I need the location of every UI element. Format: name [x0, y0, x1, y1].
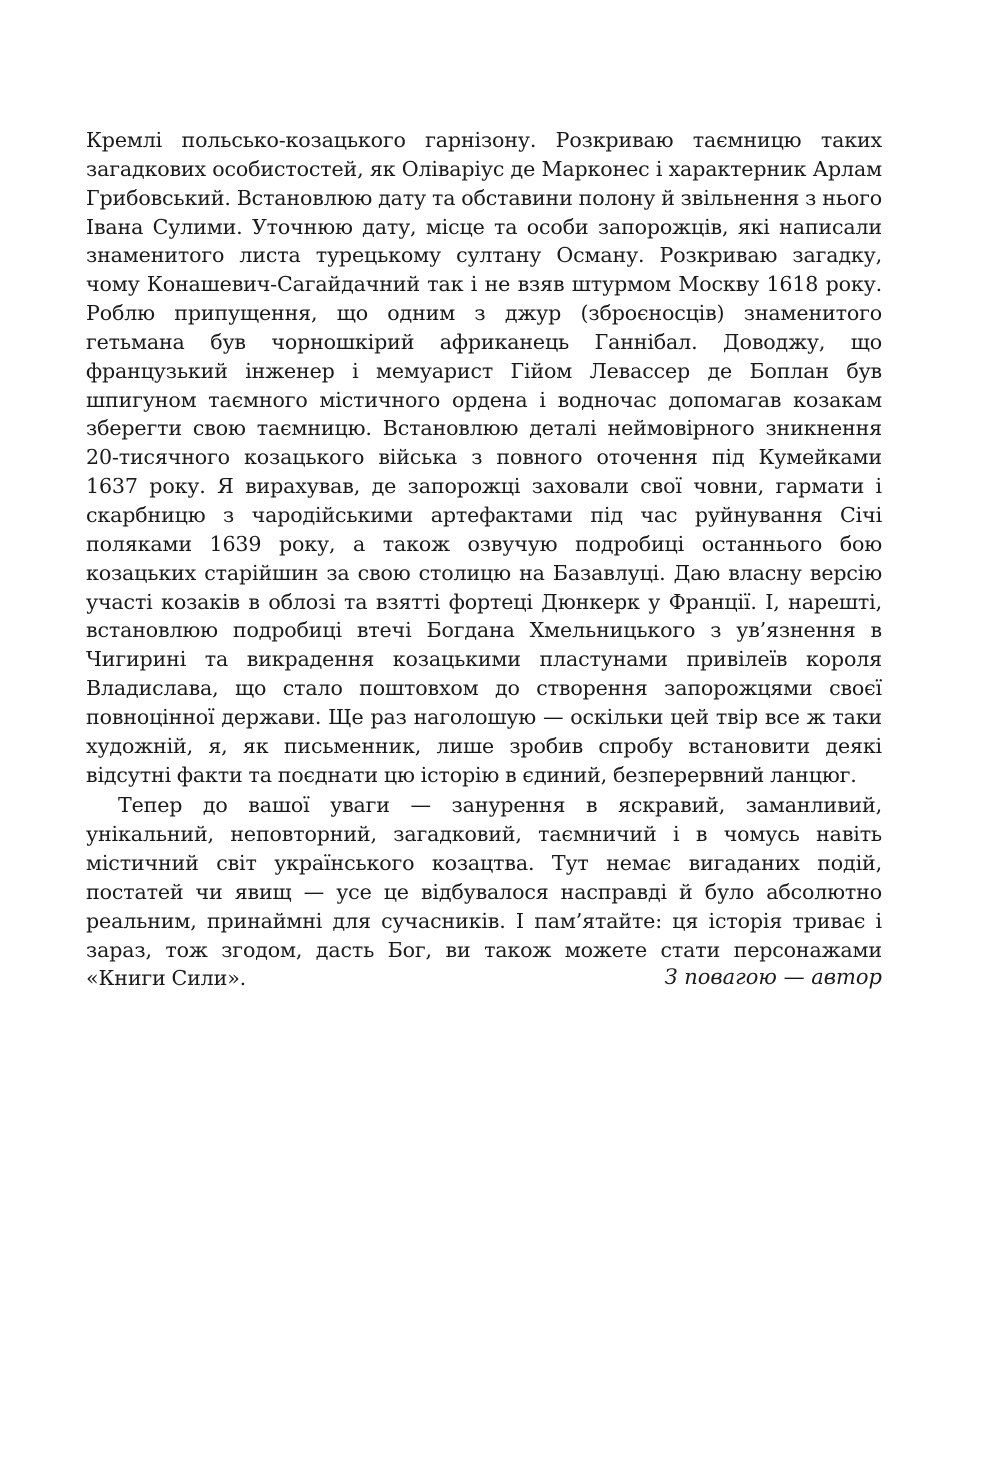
body-text — [86, 126, 882, 993]
paragraph-2: Тепер до вашої уваги — занурення в яскравий, заманливий, унікальний, неповторний, загадковий, таємничий і в чомусь навіть містичний світ українського козацтва. Тут немає вигаданих подій, постатей чи явищ — усе це відбувалося насправді й було абсолютно реальним, принаймні для сучасників. І пам’ятайте: ця історія триває і зараз, тож згодом, дасть Бог, ви також можете стати персонажами «Книги Сили». — [86, 793, 882, 991]
paragraph-1: Кремлі польсько-козацького гарнізону. Розкриваю таємницю таких загадкових особистостей, як Оліваріус де Марконес і характерник Арлам Грибовський. Встановлюю дату та обставини полону й звільнення з нього Івана Сулими. Уточнюю дату, місце та особи запорожців, які написали знаменитого листа турецькому султану Осману. Розкриваю загадку, чому Конашевич-Сагайдачний так і не взяв штурмом Москву 1618 року. Роблю припущення, що одним з джур (зброєносців) знаменитого гетьмана був чорношкірий африканець Ганнібал. Доводжу, що французький інженер і мемуарист Гійом Левассер де Боплан був шпигуном таємного містичного ордена і водночас допомагав козакам зберегти свою таємницю. Встановлюю деталі неймовірного зникнення 20-тисячного козацького війська з повного оточення під Кумейками 1637 року. Я вирахував, де запорожці заховали свої човни, гармати і скарбницю з чародійськими артефактами під час руйнування Січі поляками 1639 року, а також озвучую подробиці останнього бою козацьких старійшин за свою столицю на Базавлуці. Даю власну версію участі козаків в облозі та взятті фортеці Дюнкерк у Франції. І, нарешті, встановлюю подробиці втечі Богдана Хмельницького з ув’язнення в Чигирині та викрадення козацькими пластунами привілеїв короля Владислава, що стало поштовхом до створення запорожцями своєї повноцінної держави. Ще раз наголошую — оскільки цей твір все ж таки художній, я, як письменник, лише зробив спробу встановити деякі відсутні факти та поєднати цю історію в єдиний, безперервний ланцюг. — [86, 128, 882, 787]
author-signature: З повагою — автор — [664, 965, 882, 989]
